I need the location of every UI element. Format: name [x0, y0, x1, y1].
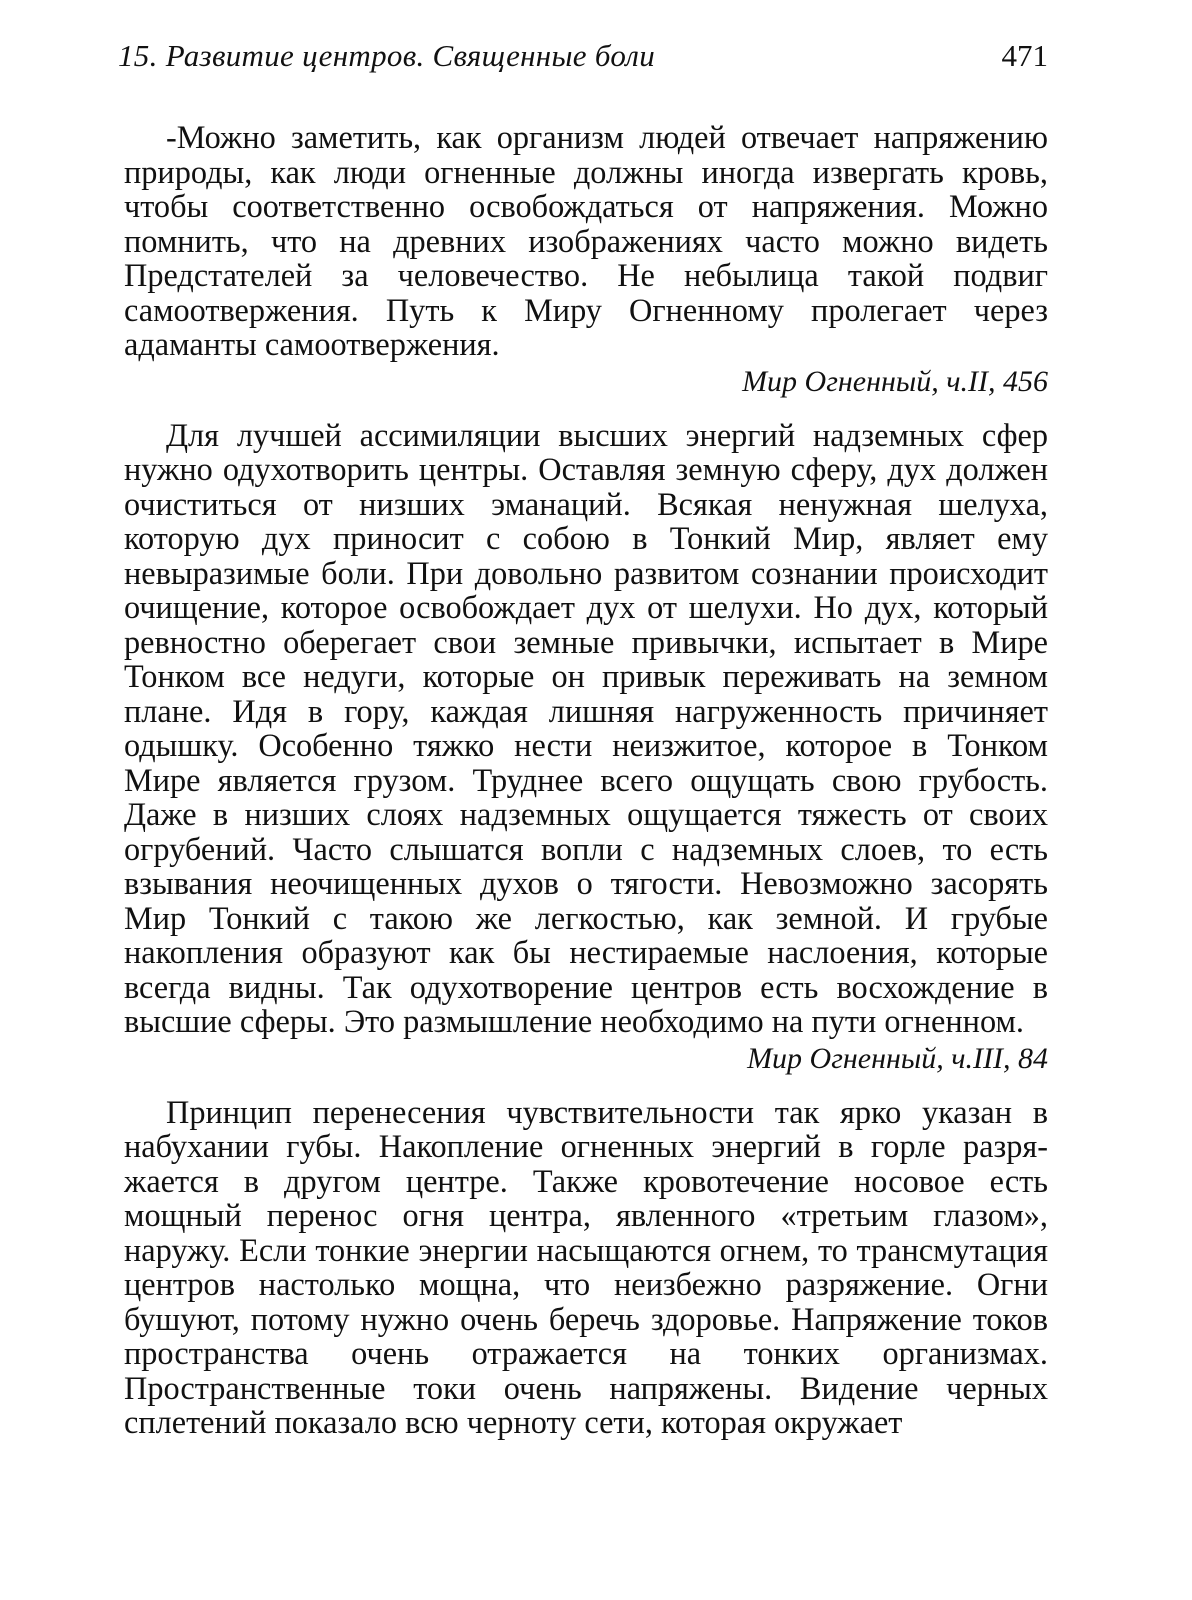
- paragraph-2: Для лучшей ассимиляции высших энергий надземных сфер нужно одухотворить центры. Оставляя земную сферу, дух должен очиститься от низших эманаций. Всякая ненужная шелуха, которую дух приносит с собою в Тонкий Мир, являет ему невыразимые боли. При довольно развитом сознании происходит очищение, которое освобождает дух от шелухи. Но дух, который ревностно оберегает свои земные привычки, испытает в Мире Тонком все недуги, которые он привык переживать на земном плане. Идя в гору, каждая лишняя нагруженность причиняет одышку. Особенно тяжко нести неизжитое, которое в Тонком Мире является грузом. Труднее всего ощущать свою грубость. Даже в низших слоях надземных ощущается тяжесть от своих огрубений. Часто слышатся вопли с надземных слоев, то есть взывания неочищенных духов о тягости. Невозможно засорять Мир Тонкий с такою же легкостью, как земной. И грубые накопления образуют как бы нестираемые наслоения, которые всегда видны. Так одухотворение центров есть восхождение в высшие сферы. Это размышление необходимо на пути огненном.: [124, 416, 1048, 1039]
- paragraph-spacer: [124, 1077, 1048, 1095]
- running-title: 15. Развитие центров. Священные боли: [118, 38, 656, 73]
- paragraph-1: -Можно заметить, как организм людей отвечает напряжению природы, как люди огненные должны иногда извергать кровь, чтобы соответственно освобождаться от напряжения. Можно помнить, что на древних изображениях часто можно видеть Предстателей за человечество. Не небылица такой подвиг самоотвержения. Путь к Миру Огненному пролегает через адаманты самоотвержения.: [124, 119, 1048, 362]
- source-citation-2: Мир Огненный, ч.III, 84: [747, 1041, 1048, 1075]
- page-number: 471: [1001, 38, 1048, 73]
- paragraph-spacer: [124, 400, 1048, 418]
- running-header: [118, 38, 1048, 78]
- paragraph-3: Принцип перенесения чувствительности так ярко указан в набухании губы. Накопление огненных энергий в горле разряжается в другом центре. Также кровотечение носовое есть мощный перенос огня центра, явленного «третьим глазом», наружу. Если тонкие энергии насыщаются огнем, то трансмутация центров настолько мощна, что неизбежно разряжение. Огни бушуют, потому нужно очень беречь здоровье. Напряжение токов пространства очень отражается на тонких организмах. Пространственные токи очень напряжены. Видение черных сплетений показало всю черноту сети, которая окружает: [124, 1093, 1048, 1440]
- body-text: [124, 120, 1048, 1440]
- source-citation-1: Мир Огненный, ч.II, 456: [742, 364, 1048, 398]
